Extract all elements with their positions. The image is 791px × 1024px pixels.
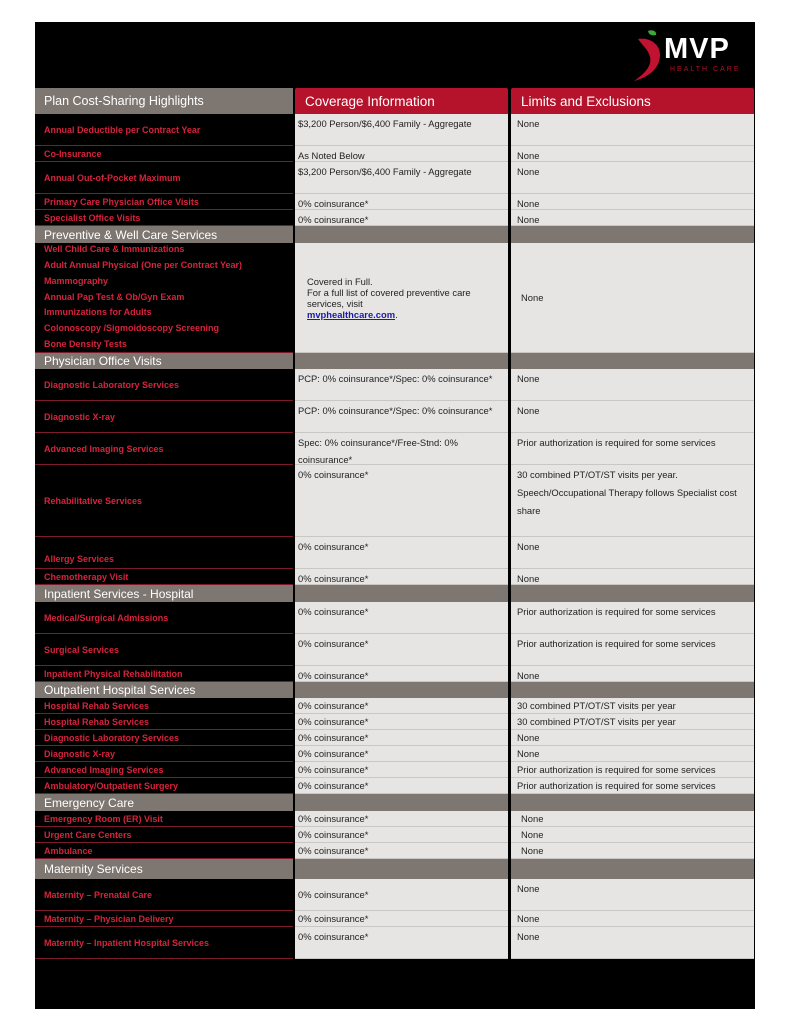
row-label: Emergency Room (ER) Visit (35, 811, 293, 827)
header-limits: Limits and Exclusions (511, 88, 754, 114)
row-limits: None (511, 746, 754, 762)
list-item: Immunizations for Adults (44, 307, 152, 318)
row-label: Ambulatory/Outpatient Surgery (35, 778, 293, 794)
row-label: Primary Care Physician Office Visits (35, 194, 293, 210)
row-coverage: 0% coinsurance* (295, 537, 508, 569)
row-coverage: 0% coinsurance* (295, 811, 508, 827)
logo-wordmark: MVP (664, 33, 730, 65)
row-label: Specialist Office Visits (35, 210, 293, 226)
header-highlights: Plan Cost-Sharing Highlights (35, 88, 293, 114)
row-coverage: 0% coinsurance* (295, 762, 508, 778)
preventive-items (35, 243, 293, 353)
section-header-maternity (35, 859, 755, 879)
row-limits: None (511, 666, 754, 682)
row-limits: Prior authorization is required for some services (511, 634, 754, 666)
row-label: Diagnostic Laboratory Services (35, 369, 293, 401)
row-limits: None (511, 369, 754, 401)
row-limits: None (511, 827, 754, 843)
row-coverage: PCP: 0% coinsurance*/Spec: 0% coinsurance* (295, 401, 508, 433)
row-limits: None (511, 843, 754, 859)
row-limits: None (511, 210, 754, 226)
row-limits: None (511, 811, 754, 827)
benefits-table (35, 88, 755, 959)
row-label: Diagnostic Laboratory Services (35, 730, 293, 746)
row-coverage: As Noted Below (295, 146, 508, 162)
table-row (35, 746, 755, 762)
row-label: Diagnostic X-ray (35, 401, 293, 433)
row-limits: None (511, 911, 754, 927)
table-row (35, 162, 755, 194)
row-label: Rehabilitative Services (35, 465, 293, 537)
row-limits: Prior authorization is required for some services (511, 778, 754, 794)
table-row (35, 879, 755, 911)
table-row (35, 778, 755, 794)
table-row (35, 811, 755, 827)
row-label: Maternity – Prenatal Care (35, 879, 293, 911)
row-label: Hospital Rehab Services (35, 698, 293, 714)
preventive-coverage: Covered in Full. For a full list of covered preventive care services, visit mvphealthcare.com. (295, 243, 508, 353)
row-label: Urgent Care Centers (35, 827, 293, 843)
row-coverage: 0% coinsurance* (295, 698, 508, 714)
row-label: Annual Deductible per Contract Year (35, 114, 293, 146)
row-label: Diagnostic X-ray (35, 746, 293, 762)
section-header-emergency (35, 794, 755, 811)
row-label: Ambulance (35, 843, 293, 859)
row-label: Advanced Imaging Services (35, 433, 293, 465)
row-limits: 30 combined PT/OT/ST visits per year (511, 698, 754, 714)
section-title: Maternity Services (35, 859, 293, 879)
table-row (35, 537, 755, 569)
row-label: Maternity – Inpatient Hospital Services (35, 927, 293, 959)
table-row (35, 634, 755, 666)
row-coverage: 0% coinsurance* (295, 602, 508, 634)
row-limits: None (511, 879, 754, 911)
table-row (35, 465, 755, 537)
table-row (35, 666, 755, 682)
row-limits: None (511, 569, 754, 585)
row-coverage: PCP: 0% coinsurance*/Spec: 0% coinsurance* (295, 369, 508, 401)
table-row (35, 114, 755, 146)
table-row (35, 927, 755, 959)
table-header (35, 88, 755, 114)
table-row (35, 146, 755, 162)
table-row (35, 210, 755, 226)
row-limits: Prior authorization is required for some services (511, 433, 754, 465)
row-coverage: 0% coinsurance* (295, 666, 508, 682)
row-label: Medical/Surgical Admissions (35, 602, 293, 634)
list-item: Bone Density Tests (44, 339, 127, 349)
list-item: Mammography (44, 275, 109, 286)
row-label: Surgical Services (35, 634, 293, 666)
row-label: Maternity – Physician Delivery (35, 911, 293, 927)
row-limits: None (511, 114, 754, 146)
table-row (35, 827, 755, 843)
section-title: Physician Office Visits (35, 353, 293, 369)
section-header-physician (35, 353, 755, 369)
row-limits: None (511, 401, 754, 433)
row-coverage: 0% coinsurance* (295, 911, 508, 927)
table-row (35, 569, 755, 585)
row-limits: None (511, 927, 754, 959)
row-coverage: 0% coinsurance* (295, 714, 508, 730)
section-header-inpatient (35, 585, 755, 602)
row-label: Chemotherapy Visit (35, 569, 293, 585)
table-row (35, 911, 755, 927)
row-limits: Prior authorization is required for some services (511, 602, 754, 634)
preventive-services-row (35, 243, 755, 353)
row-limits: 30 combined PT/OT/ST visits per year. Speech/Occupational Therapy follows Specialist cost share (511, 465, 754, 537)
row-label: Inpatient Physical Rehabilitation (35, 666, 293, 682)
section-header-outpatient (35, 682, 755, 698)
table-row (35, 762, 755, 778)
row-coverage: 0% coinsurance* (295, 843, 508, 859)
row-limits: None (511, 194, 754, 210)
row-coverage: 0% coinsurance* (295, 746, 508, 762)
list-item: Adult Annual Physical (One per Contract Year) (44, 260, 243, 271)
row-coverage: 0% coinsurance* (295, 569, 508, 585)
table-row (35, 698, 755, 714)
section-title: Inpatient Services - Hospital (35, 585, 293, 602)
logo-subtitle: HEALTH CARE (670, 66, 741, 73)
section-title: Emergency Care (35, 794, 293, 811)
row-coverage: 0% coinsurance* (295, 827, 508, 843)
row-coverage: Spec: 0% coinsurance*/Free-Stnd: 0% coinsurance* (295, 433, 508, 465)
mvp-logo (630, 29, 745, 84)
row-coverage: 0% coinsurance* (295, 465, 508, 537)
table-row (35, 602, 755, 634)
list-item: Colonoscopy /Sigmoidoscopy Screening (44, 323, 220, 334)
section-title: Outpatient Hospital Services (35, 682, 293, 698)
row-limits: None (511, 730, 754, 746)
row-limits: None (511, 146, 754, 162)
table-row (35, 194, 755, 210)
row-limits: None (511, 243, 754, 353)
section-title: Preventive & Well Care Services (35, 226, 293, 243)
table-row (35, 730, 755, 746)
table-row (35, 401, 755, 433)
row-label: Co-Insurance (35, 146, 293, 162)
row-label: Advanced Imaging Services (35, 762, 293, 778)
row-limits: None (511, 162, 754, 194)
row-label: Annual Out-of-Pocket Maximum (35, 162, 293, 194)
row-label: Hospital Rehab Services (35, 714, 293, 730)
row-limits: None (511, 537, 754, 569)
row-coverage: 0% coinsurance* (295, 778, 508, 794)
table-row (35, 369, 755, 401)
row-coverage: 0% coinsurance* (295, 194, 508, 210)
table-row (35, 714, 755, 730)
row-coverage: 0% coinsurance* (295, 879, 508, 911)
row-coverage: 0% coinsurance* (295, 927, 508, 959)
section-header-preventive (35, 226, 755, 243)
row-coverage: 0% coinsurance* (295, 634, 508, 666)
table-row (35, 433, 755, 465)
row-coverage: 0% coinsurance* (295, 210, 508, 226)
row-coverage: $3,200 Person/$6,400 Family - Aggregate (295, 162, 508, 194)
list-item: Well Child Care & Immunizations (44, 244, 185, 255)
row-limits: 30 combined PT/OT/ST visits per year (511, 714, 754, 730)
list-item: Annual Pap Test & Ob/Gyn Exam (44, 291, 185, 302)
table-row (35, 843, 755, 859)
row-coverage: $3,200 Person/$6,400 Family - Aggregate (295, 114, 508, 146)
row-coverage: 0% coinsurance* (295, 730, 508, 746)
row-limits: Prior authorization is required for some services (511, 762, 754, 778)
header-coverage: Coverage Information (295, 88, 508, 114)
mvphealthcare-link[interactable]: mvphealthcare.com (307, 308, 396, 320)
row-label: Allergy Services (35, 537, 293, 569)
